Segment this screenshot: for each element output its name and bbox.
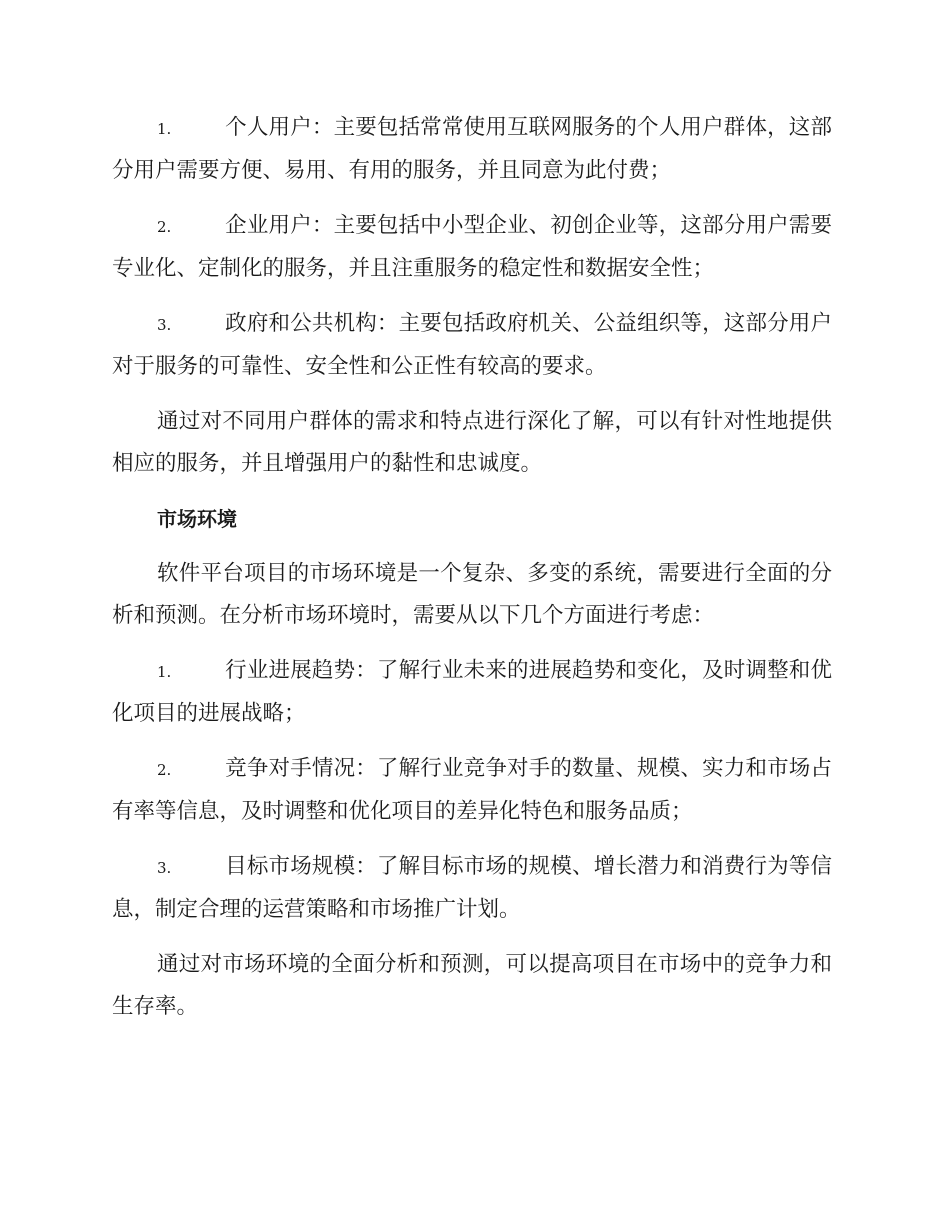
document-body (112, 107, 832, 1041)
list-number: 1. (157, 663, 172, 681)
list-number: 2. (157, 761, 172, 779)
list-item-text: 企业用户：主要包括中小型企业、初创企业等，这部分用户需要专业化、定制化的服务，并且注重服务的稳定性和数据安全性； (112, 213, 832, 281)
list-item (112, 107, 832, 192)
list-number: 2. (157, 218, 172, 236)
list-item-text: 竞争对手情况：了解行业竞争对手的数量、规模、实力和市场占有率等信息，及时调整和优化项目的差异化特色和服务品质； (112, 756, 832, 824)
section-heading: 市场环境 (157, 507, 237, 531)
list-item (112, 650, 832, 735)
list-item (112, 205, 832, 290)
summary-paragraph: 通过对不同用户群体的需求和特点进行深化了解，可以有针对性地提供相应的服务，并且增强用户的黏性和忠诚度。 (112, 409, 832, 476)
list-item-text: 目标市场规模：了解目标市场的规模、增长潜力和消费行为等信息，制定合理的运营策略和市场推广计划。 (112, 854, 832, 922)
list-item-text: 个人用户：主要包括常常使用互联网服务的个人用户群体，这部分用户需要方便、易用、有用的服务，并且同意为此付费； (112, 115, 832, 183)
list-item-text: 政府和公共机构：主要包括政府机关、公益组织等，这部分用户对于服务的可靠性、安全性和公正性有较高的要求。 (112, 311, 832, 379)
summary-paragraph: 通过对市场环境的全面分析和预测，可以提高项目在市场中的竞争力和生存率。 (112, 952, 832, 1019)
list-item-text: 行业进展趋势：了解行业未来的进展趋势和变化，及时调整和优化项目的进展战略； (112, 658, 832, 726)
list-item (112, 303, 832, 388)
intro-paragraph: 软件平台项目的市场环境是一个复杂、多变的系统，需要进行全面的分析和预测。在分析市场环境时，需要从以下几个方面进行考虑： (112, 561, 832, 628)
list-number: 3. (157, 316, 172, 334)
list-number: 1. (157, 120, 172, 138)
list-item (112, 748, 832, 833)
list-number: 3. (157, 859, 172, 877)
list-item (112, 846, 832, 931)
